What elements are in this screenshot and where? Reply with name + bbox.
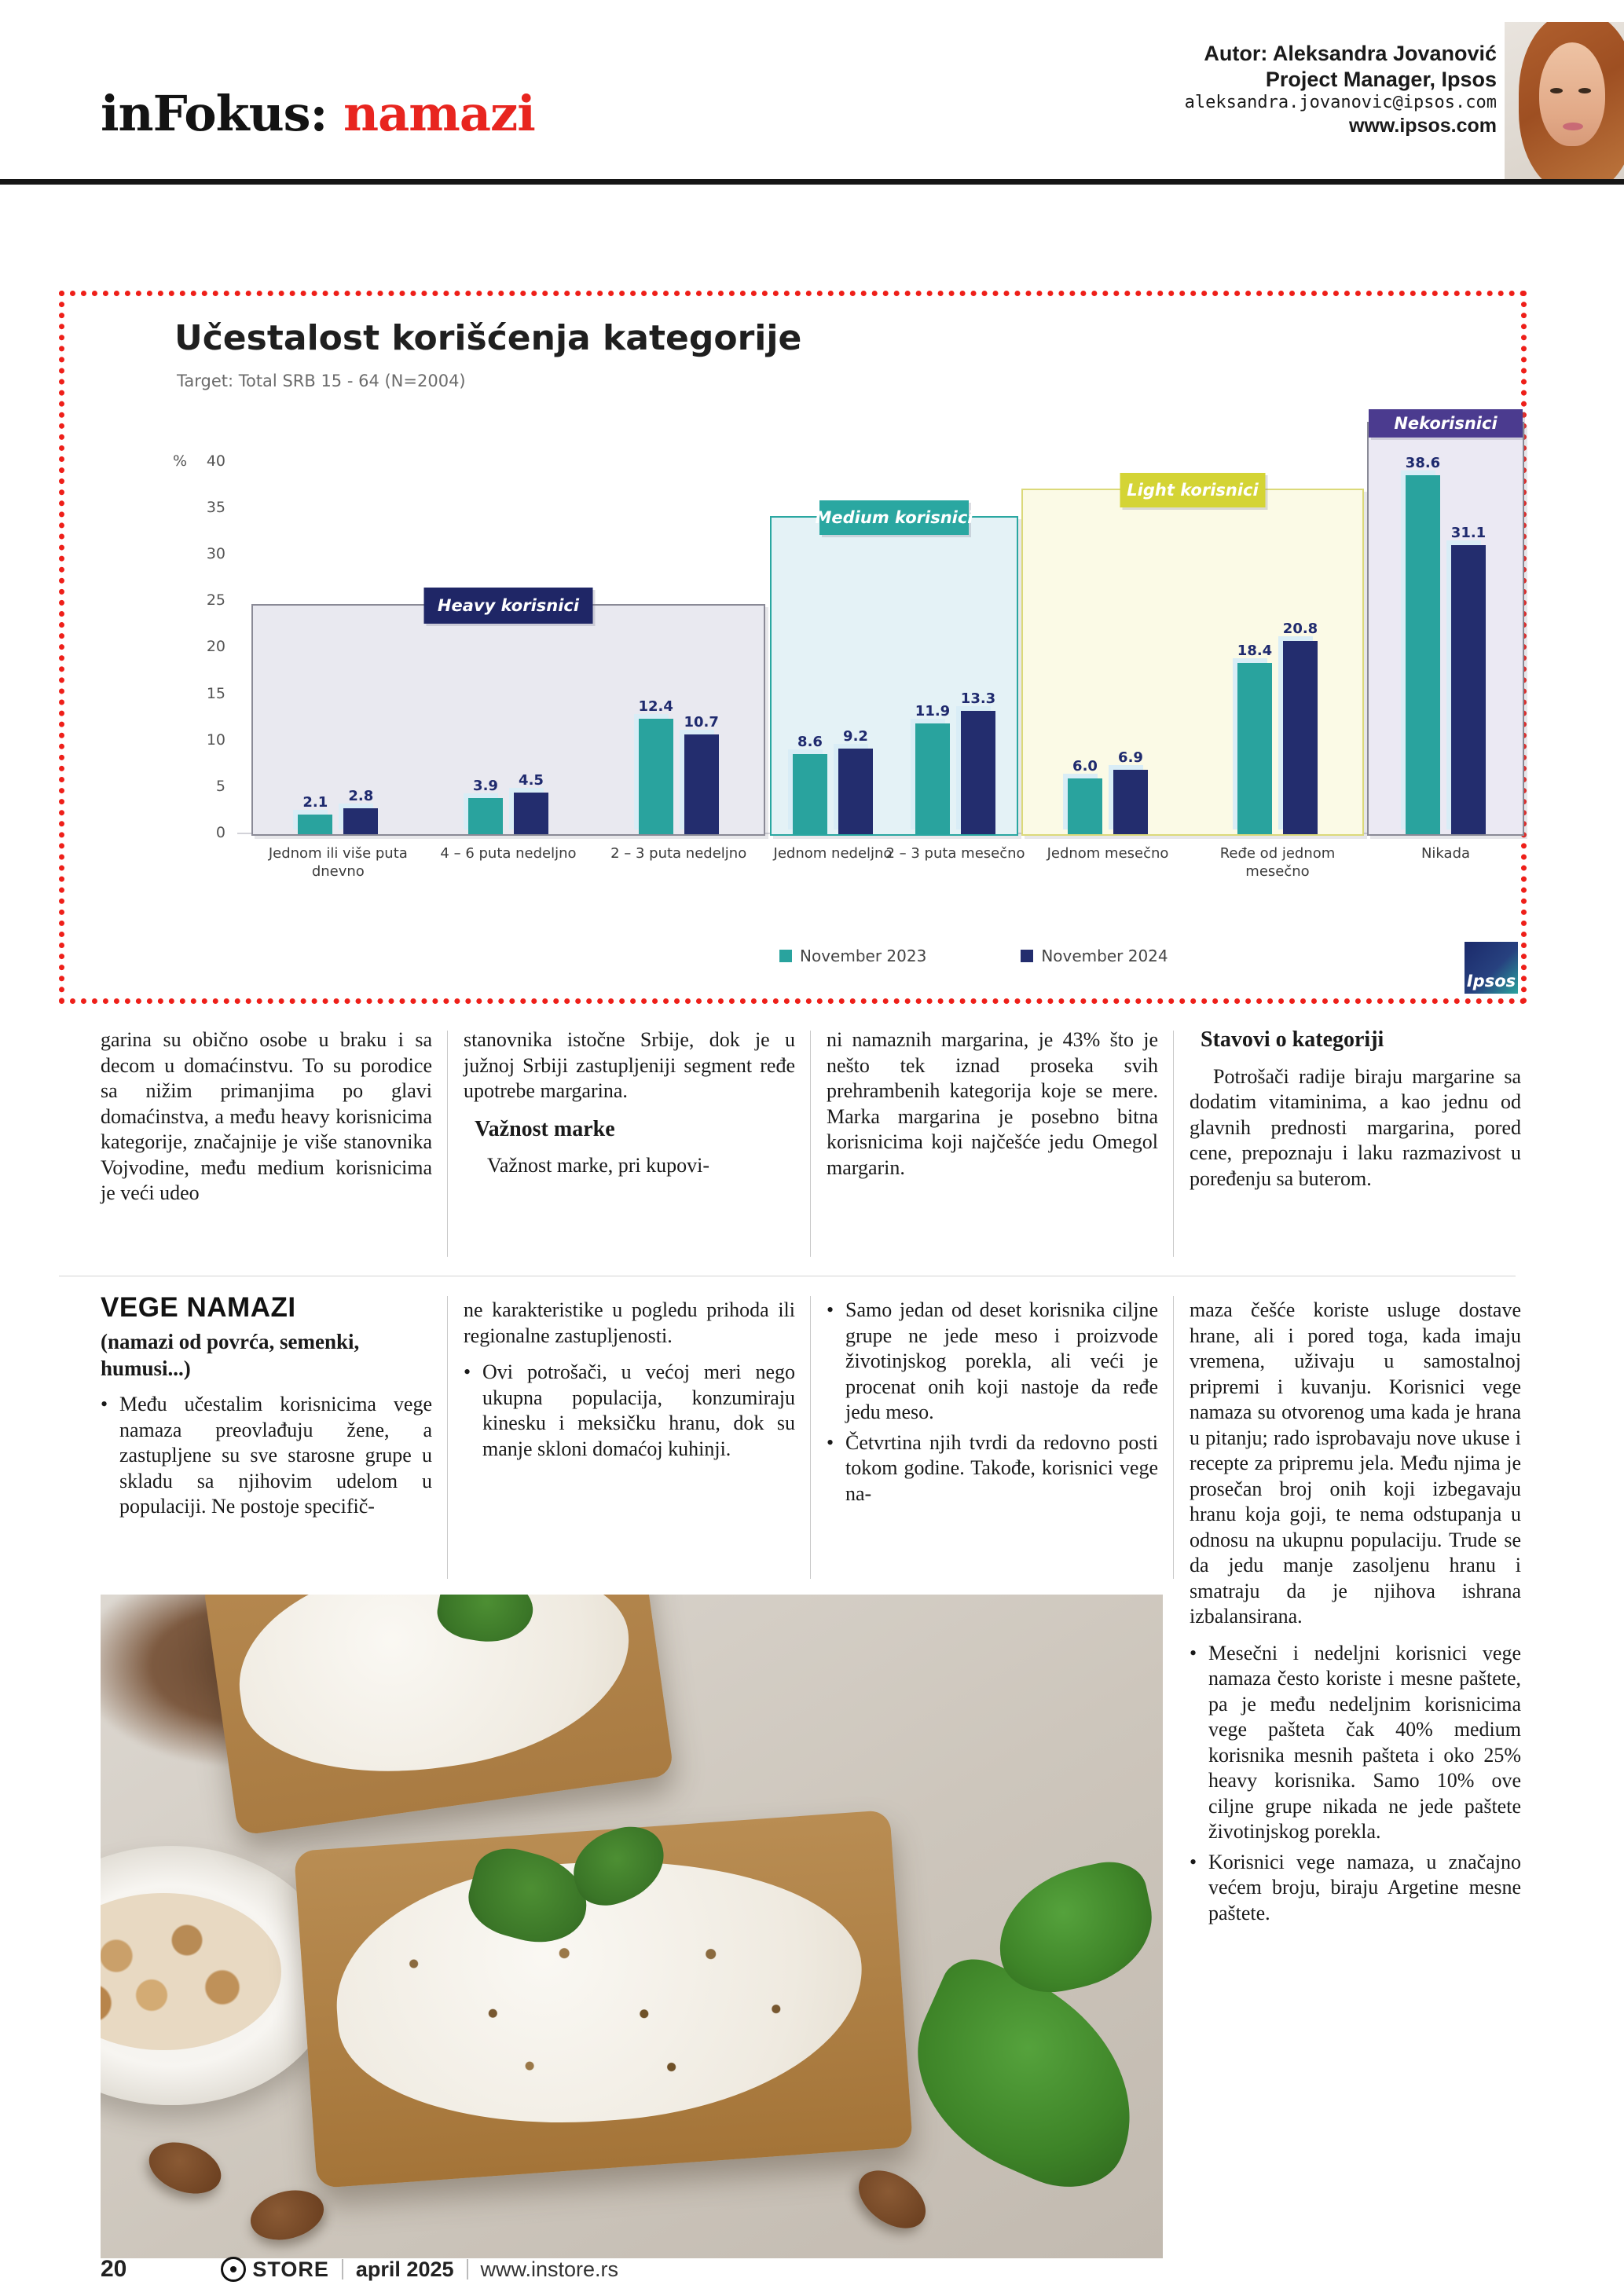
brand-infokus: inFokus: <box>101 85 328 142</box>
category-group <box>1369 423 1523 862</box>
paragraph: stanovnika istočne Srbije, dok je u južnoj Srbiji zastupljeniji segment ređe upotrebe margarina. <box>464 1028 795 1102</box>
segment-panel-nekorisnici <box>1367 414 1524 862</box>
bar-value-label: 8.6 <box>797 734 823 751</box>
bullet-list <box>1190 1641 1521 1927</box>
bar-november-2024 <box>514 771 548 834</box>
bar-november-2023 <box>468 777 503 834</box>
page-number: 20 <box>101 2256 127 2282</box>
segment-header: Medium korisnici <box>819 500 969 535</box>
subsection-heading: Stavovi o kategoriji <box>1201 1027 1384 1052</box>
header-divider <box>0 179 1624 185</box>
y-axis-tick: 0 <box>215 824 225 841</box>
chart-subtitle: Target: Total SRB 15 - 64 (N=2004) <box>177 372 466 390</box>
paragraph: ne karakteristike u pogledu prihoda ili regionalne zastupljenosti. <box>464 1298 795 1347</box>
bullet-text: Mesečni i nedeljni korisnici vege namaza često koriste i mesne paštete, pa je među nedeljnim korisnicima vege pašteta čak 40% medium korisnika mesnih pašteta i oko 25% heavy korisnika. Samo 10% ove ciljne grupe nikada ne jede paštete životinjskog porekla. <box>1208 1641 1521 1843</box>
bullet-list <box>464 1360 795 1462</box>
pecan-nut <box>142 2133 229 2203</box>
bar-november-2023 <box>915 703 951 834</box>
bar-november-2023 <box>638 698 673 834</box>
paragraph: maza češće koriste usluge dostave hrane, ali i pored toga, kada imaju vremena, uživaju u samostalnoj pripremi i kuvanju. Korisnici vege namaza su otvorenog uma kada je hrana u pitanju; rado isprobavaju nove ukuse i recepte za pripremu jela. Među njima je prosečan broj onih koji izbegavaju hranu koja goji, te nema odstupanja u odnosu na ukupnu populaciju. Trude se da jedu manje zasoljenu hranu i smatraju da je njihova ishrana izbalansirana. <box>1190 1298 1521 1628</box>
category-group <box>1193 490 1362 880</box>
bar-value-label: 3.9 <box>473 777 498 794</box>
chart-legend <box>779 947 1168 965</box>
category-group <box>1023 490 1193 862</box>
paragraph: ni namaznih margarina, je 43% što je nešto tek iznad proseka svih prehrambenih kategorija koje se mere. Marka margarina je posebno bitna korisnicima koji najčešće jedu Omegol margarin. <box>827 1028 1158 1179</box>
author-photo <box>1505 22 1624 181</box>
bar-november-2023 <box>1405 455 1441 834</box>
bullet-text: Samo jedan od deset korisnika ciljne grupe ne jede meso i proizvode životinjskog porekla, ali veći je procenat onih koji nastoje da ređe jedu meso. <box>845 1298 1158 1423</box>
bar-november-2024 <box>684 714 719 834</box>
bar-november-2024 <box>960 690 996 834</box>
bar-value-label: 20.8 <box>1282 620 1318 637</box>
author-photo-lips <box>1563 123 1583 130</box>
article-col-1 <box>101 1027 432 1207</box>
vege-col-1 <box>101 1392 432 1525</box>
bullet-list <box>827 1298 1158 1507</box>
y-axis-tick: 10 <box>206 731 225 749</box>
category-group <box>593 606 764 862</box>
y-axis-tick: 25 <box>206 591 225 610</box>
category-label: Nikada <box>1421 845 1471 862</box>
bullet-marker: • <box>1190 1641 1197 1664</box>
bar-value-label: 10.7 <box>684 714 719 731</box>
bullet-text: Ovi potrošači, u većoj meri nego ukupna populacija, konzumiraju kinesku i meksičku hranu, dok su manje skloni domaćoj kuhinji. <box>482 1360 795 1460</box>
bullet-text: Korisnici vege namaza, u značajno većem broju, biraju Argetine mesne paštete. <box>1208 1850 1521 1924</box>
chart-plot-area <box>173 414 1518 980</box>
category-label: Ređe od jednom mesečno <box>1219 845 1336 880</box>
segment-header: Light korisnici <box>1120 473 1266 507</box>
vege-col-4 <box>1190 1298 1521 1931</box>
y-axis-tick: 20 <box>206 638 225 656</box>
bar-november-2024 <box>1450 525 1487 834</box>
paragraph: Važnost marke, pri kupovi- <box>487 1154 710 1177</box>
bar-november-2024 <box>1282 620 1318 834</box>
category-group <box>253 606 423 880</box>
bullet-marker: • <box>1190 1850 1197 1873</box>
y-axis-label: % <box>173 452 188 470</box>
bullet-text: Među učestalim korisnicima vege namaza preovlađuju žene, a zastupljene su sve starosne grupe u skladu sa njihovim udelom u populaciji. Ne postoje specifič- <box>119 1393 432 1518</box>
vege-subheading: (namazi od povrća, semenki, humusi...) <box>101 1330 360 1380</box>
bullet-item <box>1190 1850 1521 1927</box>
footer-separator <box>342 2259 343 2280</box>
y-axis-tick: 15 <box>206 684 225 702</box>
bar-value-label: 6.0 <box>1072 758 1098 775</box>
bullet-item <box>101 1392 432 1520</box>
segment-panel-light-korisnici <box>1021 481 1364 880</box>
vege-col-3 <box>827 1298 1158 1511</box>
legend-label: November 2023 <box>800 947 927 965</box>
article-col-4 <box>1190 1027 1521 1192</box>
paragraph: Potrošači radije biraju margarine sa dodatim vitaminima, a kao jednu od glavnih prednosti margarina, pored cene, prepoznaju i laku razmazivost u poređenju sa buterom. <box>1190 1064 1521 1190</box>
bullet-marker: • <box>827 1298 834 1321</box>
category-label: Jednom nedeljno <box>773 845 893 862</box>
ipsos-logo: Ipsos <box>1465 942 1518 994</box>
issue-date: april 2025 <box>355 2257 454 2281</box>
brand-topic: namazi <box>327 85 535 142</box>
author-photo-eye <box>1550 88 1563 93</box>
bar-value-label: 9.2 <box>843 728 868 745</box>
category-group <box>772 518 894 862</box>
y-axis-tick: 30 <box>206 545 225 563</box>
bar-value-label: 11.9 <box>915 703 951 720</box>
pecan-nut <box>848 2159 936 2240</box>
legend-item <box>1021 947 1168 965</box>
author-role: Project Manager, Ipsos <box>1265 67 1497 91</box>
author-website: www.ipsos.com <box>1348 114 1497 137</box>
bullet-item <box>827 1430 1158 1507</box>
legend-label: November 2024 <box>1041 947 1168 965</box>
column-rule <box>447 1031 448 1257</box>
bar-value-label: 13.3 <box>960 690 996 707</box>
bullet-item <box>464 1360 795 1462</box>
section-brand <box>101 85 535 142</box>
page-footer <box>101 2256 618 2283</box>
pecan-nut <box>245 2183 329 2248</box>
article-col-2 <box>464 1027 795 1179</box>
food-photo <box>101 1595 1163 2258</box>
bullet-marker: • <box>827 1430 834 1454</box>
bar-value-label: 31.1 <box>1450 525 1487 542</box>
segment-header: Nekorisnici <box>1369 409 1523 438</box>
bullet-text: Četvrtina njih tvrdi da redovno posti tokom godine. Takođe, korisnici vege na- <box>845 1430 1158 1505</box>
seed-sprinkle <box>353 1869 838 2121</box>
bullet-item <box>827 1298 1158 1426</box>
legend-swatch <box>779 950 792 962</box>
bullet-marker: • <box>101 1393 108 1415</box>
bar-november-2023 <box>298 794 332 834</box>
paragraph: garina su obično osobe u braku i sa decom u domaćinstvu. To su porodice sa nižim primanjima po glavi domaćinstva, a među heavy korisnicima kategorije, značajnije je više stanovnika Vojvodine, među medium korisnicima je veći udeo <box>101 1028 432 1204</box>
bar-value-label: 6.9 <box>1118 749 1143 767</box>
segment-panel-heavy-korisnici <box>251 596 765 880</box>
author-block <box>1185 41 1497 137</box>
bullet-list <box>101 1392 432 1520</box>
bar-november-2024 <box>343 787 378 834</box>
vege-col-2 <box>464 1298 795 1467</box>
column-rule <box>1173 1296 1174 1579</box>
category-label: 2 – 3 puta nedeljno <box>610 845 747 862</box>
bullet-marker: • <box>464 1360 471 1383</box>
magazine-name: STORE <box>252 2257 329 2281</box>
chart-title: Učestalost korišćenja kategorije <box>174 318 802 358</box>
author-photo-eye <box>1578 88 1591 93</box>
column-rule <box>810 1031 811 1257</box>
column-rule <box>1173 1031 1174 1257</box>
legend-swatch <box>1021 950 1033 962</box>
y-axis-tick: 35 <box>206 498 225 516</box>
category-label: 4 – 6 puta nedeljno <box>440 845 577 862</box>
legend-item <box>779 947 926 965</box>
store-logo-icon <box>221 2257 246 2282</box>
category-label: Jednom mesečno <box>1047 845 1169 862</box>
y-axis-tick: 5 <box>215 777 225 795</box>
bar-value-label: 12.4 <box>638 698 673 716</box>
bar-november-2024 <box>1113 749 1148 834</box>
article-col-3 <box>827 1027 1158 1181</box>
bar-value-label: 38.6 <box>1405 455 1441 472</box>
segment-panel-medium-korisnici <box>770 508 1025 862</box>
bar-value-label: 18.4 <box>1237 643 1273 660</box>
chart-panel <box>59 291 1527 1004</box>
column-rule <box>447 1296 448 1579</box>
bar-value-label: 4.5 <box>519 771 544 789</box>
column-rule <box>810 1296 811 1579</box>
magazine-website: www.instore.rs <box>480 2257 619 2281</box>
bar-november-2024 <box>838 728 873 834</box>
bar-value-label: 2.8 <box>348 787 374 804</box>
author-photo-face <box>1539 42 1605 146</box>
bar-november-2023 <box>793 734 827 834</box>
footer-separator <box>467 2259 468 2280</box>
vege-heading: VEGE NAMAZI <box>101 1292 296 1323</box>
category-label: 2 – 3 puta mesečno <box>885 845 1025 862</box>
bullet-item <box>1190 1641 1521 1845</box>
bar-november-2023 <box>1068 758 1102 834</box>
author-email: aleksandra.jovanovic@ipsos.com <box>1184 92 1497 112</box>
category-group <box>423 606 594 862</box>
y-axis-tick: 40 <box>206 452 225 470</box>
subsection-heading: Važnost marke <box>475 1116 615 1141</box>
segment-header: Heavy korisnici <box>424 588 593 624</box>
category-label: Jednom ili više puta dnevno <box>268 845 408 880</box>
category-group <box>885 518 1025 862</box>
author-name: Autor: Aleksandra Jovanović <box>1204 42 1497 65</box>
bar-value-label: 2.1 <box>302 794 328 811</box>
bar-november-2023 <box>1237 643 1273 834</box>
